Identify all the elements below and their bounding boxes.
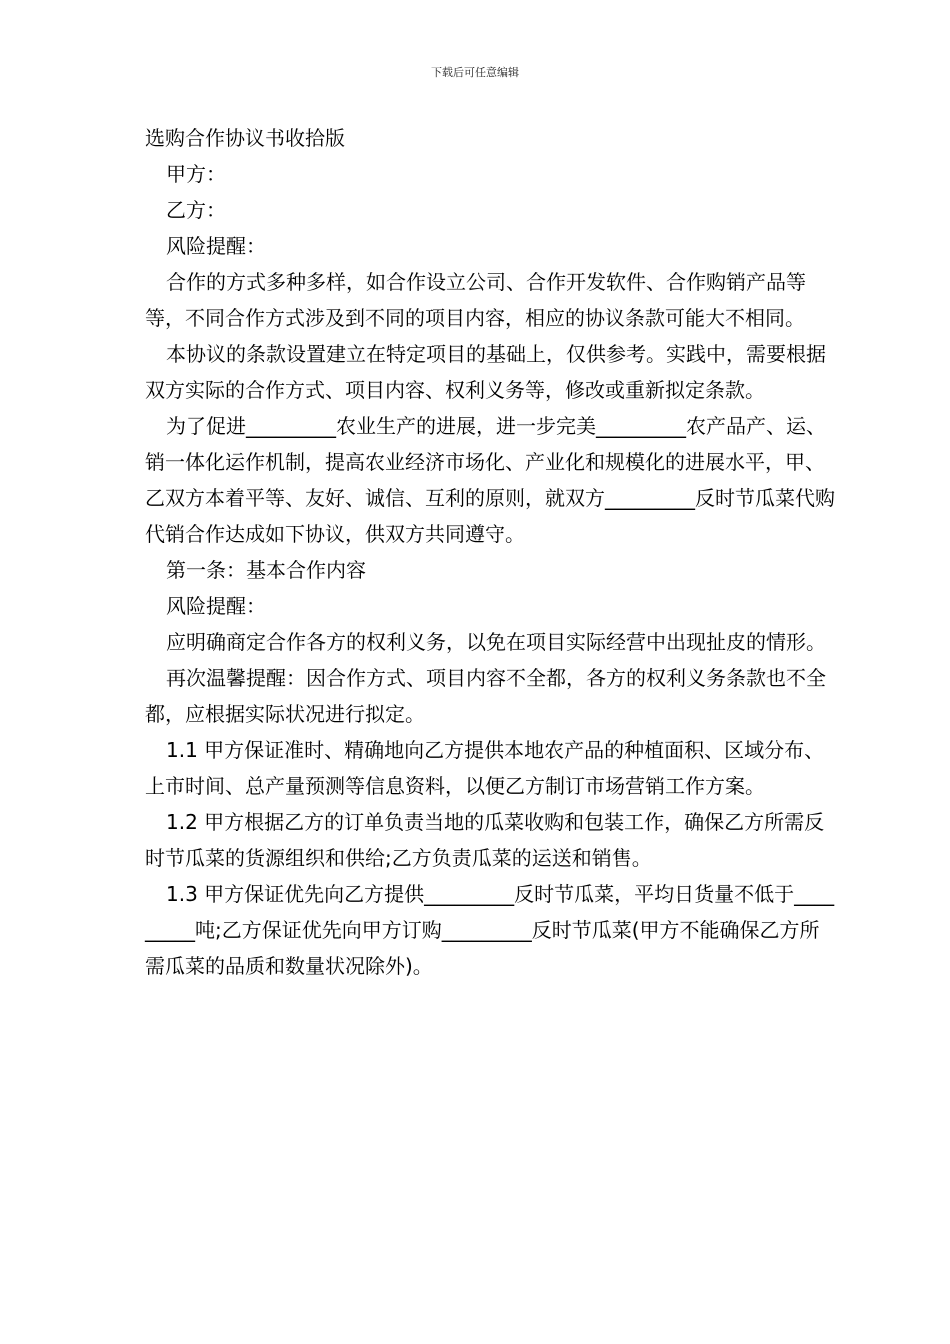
clause-1-1: 1.1 甲方保证准时、精确地向乙方提供本地农产品的种植面积、区域分布、上市时间、总产量预测等信息资料，以便乙方制订市场营销工作方案。 (145, 738, 825, 798)
paragraph-rights-obligations: 应明确商定合作各方的权利义务，以免在项目实际经营中出现扯皮的情形。 (166, 630, 826, 654)
article-one-heading: 第一条：基本合作内容 (166, 558, 366, 582)
paragraph-cooperation-methods: 合作的方式多种多样，如合作设立公司、合作开发软件、合作购销产品等等，不同合作方式涉及到不同的项目内容，相应的协议条款可能大不相同。 (145, 270, 806, 330)
paragraph-second-reminder: 再次温馨提醒：因合作方式、项目内容不全都，各方的权利义务条款也不全都，应根据实际状况进行拟定。 (145, 666, 826, 726)
paragraph-purpose: 为了促进_________农业生产的进展，进一步完美_________农产品产、运、销一体化运作机制，提高农业经济市场化、产业化和规模化的进展水平，甲、乙双方本着平等、友好、诚信、互利的原则，就双方_________反时节瓜菜代购代销合作达成如下协议，供双方共同遵守。 (145, 414, 835, 546)
document-title: 选购合作协议书收拾版 (145, 126, 345, 150)
risk-reminder-heading: 风险提醒： (166, 234, 266, 258)
risk-reminder-heading-2: 风险提醒： (166, 594, 266, 618)
party-b-line: 乙方： (166, 198, 226, 222)
page-header-note: 下载后可任意编辑 (431, 66, 519, 79)
party-a-line: 甲方： (166, 162, 226, 186)
clause-1-2: 1.2 甲方根据乙方的订单负责当地的瓜菜收购和包装工作，确保乙方所需反时节瓜菜的货源组织和供给;乙方负责瓜菜的运送和销售。 (145, 810, 825, 870)
paragraph-agreement-basis: 本协议的条款设置建立在特定项目的基础上，仅供参考。实践中，需要根据双方实际的合作方式、项目内容、权利义务等，修改或重新拟定条款。 (145, 342, 826, 402)
document-body (145, 120, 835, 984)
clause-1-3: 1.3 甲方保证优先向乙方提供_________反时节瓜菜，平均日货量不低于_________吨;乙方保证优先向甲方订购_________反时节瓜菜(甲方不能确保乙方所需瓜菜的品质和数量状况除外)。 (145, 882, 835, 978)
